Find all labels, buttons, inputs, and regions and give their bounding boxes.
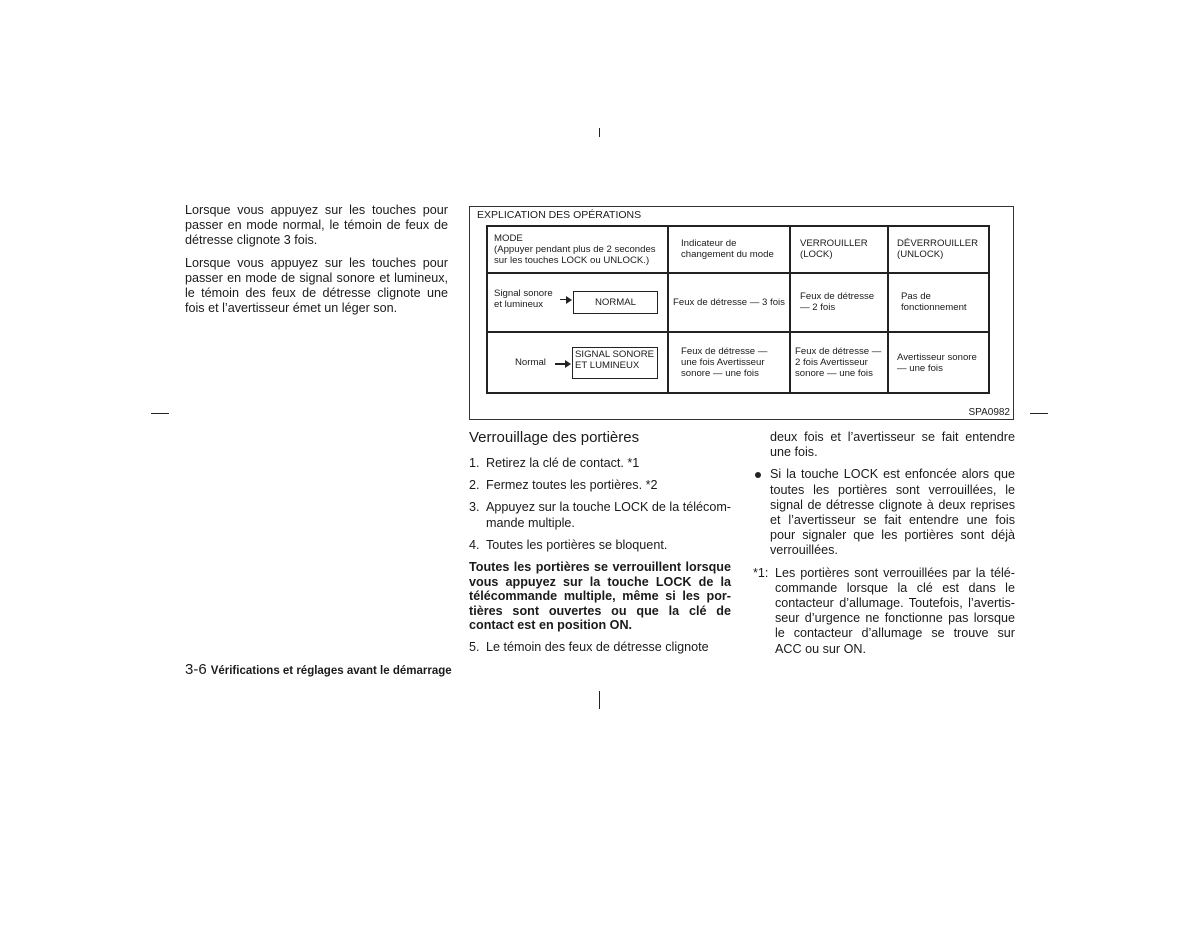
step-text: Appuyez sur la touche LOCK de la télécom-mande multiple.	[486, 500, 732, 530]
row2-from-label: Normal	[515, 357, 546, 369]
page-number: 3-6	[185, 661, 207, 678]
header-mode-cell	[487, 226, 668, 273]
continuation-text: deux fois et l’avertisseur se fait entendre une fois.	[770, 430, 1015, 460]
left-column	[185, 203, 448, 323]
figure-title: EXPLICATION DES OPÉRATIONS	[477, 209, 642, 221]
row1-lock: Feux de détresse — 2 fois	[790, 273, 888, 333]
header-indicator: Indicateur de changement du mode	[668, 226, 790, 273]
row1-unlock: Pas de fonctionnement	[888, 273, 989, 333]
header-unlock: DÉVERROUILLER (UNLOCK)	[888, 226, 989, 273]
header-lock: VERROUILLER (LOCK)	[790, 226, 888, 273]
step-number: 4.	[469, 537, 480, 552]
list-item	[469, 538, 731, 553]
step-text: Fermez toutes les portières. *2	[486, 478, 658, 493]
binding-mark-bottom	[599, 691, 600, 709]
step-number: 1.	[469, 456, 480, 470]
bold-note: Toutes les portières se verrouillent lorsque vous appuyez sur la touche LOCK de la télécommande multiple, même si les por-tières sont ouvertes ou que la clé de contact est en position ON.	[469, 560, 731, 633]
row1-to-mode: NORMAL	[573, 291, 658, 314]
chapter-title: Vérifications et réglages avant le démarrage	[210, 665, 452, 677]
list-item	[469, 640, 731, 655]
row2-lock: Feux de détresse — 2 fois Avertisseur sonore — une fois	[790, 332, 888, 393]
row2-arrow-icon	[555, 363, 569, 365]
section-title: Verrouillage des portières	[469, 429, 640, 446]
table-row	[487, 273, 989, 333]
row1-mode-cell	[487, 273, 668, 333]
row1-arrow-icon	[560, 299, 570, 301]
footnote-number: *1:	[753, 565, 769, 580]
list-item	[469, 456, 731, 471]
row2-mode-cell	[487, 332, 668, 393]
steps-list-continued	[469, 640, 731, 655]
step-text: Le témoin des feux de détresse clignote	[486, 639, 709, 654]
table-header-row	[487, 226, 989, 273]
bullet-item	[753, 467, 1015, 558]
step-number: 3.	[469, 500, 480, 515]
figure-code: SPA0982	[968, 407, 1010, 418]
left-paragraph-1: Lorsque vous appuyez sur les touches pour passer en mode normal, le témoin de feux de détresse clignote 3 fois.	[185, 203, 448, 248]
step-number: 2.	[469, 478, 480, 493]
bullet-icon	[755, 472, 761, 478]
steps-list	[469, 456, 731, 553]
row1-from-label: Signal sonore et lumineux	[494, 287, 553, 310]
row2-unlock: Avertisseur sonore — une fois	[888, 332, 989, 393]
binding-mark-top	[599, 128, 600, 137]
margin-mark-right	[1030, 413, 1048, 414]
table-row	[487, 332, 989, 393]
footnote-item	[753, 566, 1015, 657]
list-item	[469, 500, 731, 530]
step-text: Retirez la clé de contact. *1	[486, 456, 640, 470]
row2-to-mode: SIGNAL SONORE ET LUMINEUX	[572, 347, 658, 379]
page-footer	[185, 661, 452, 679]
middle-column	[469, 429, 731, 662]
right-column	[753, 430, 1015, 657]
step-text: Toutes les portières se bloquent.	[486, 537, 668, 552]
left-paragraph-2: Lorsque vous appuyez sur les touches pour passer en mode de signal sonore et lumineux, le témoin des feux de détresse clignote une fois et l’avertisseur émet un léger son.	[185, 255, 448, 316]
header-mode: MODE	[494, 232, 523, 244]
operations-figure	[469, 206, 1014, 420]
bullet-text: Si la touche LOCK est enfoncée alors que toutes les portières sont verrouillées, le signal de détresse clignote à deux reprises et l’avertisseur se fait entendre une fois pour signaler que les portières sont déjà verrouillées.	[770, 467, 1015, 558]
step-number: 5.	[469, 639, 480, 654]
margin-mark-left	[151, 413, 169, 414]
list-item	[469, 478, 731, 493]
footnote-text: Les portières sont verrouillées par la télé-commande lorsque la clé est dans le contacteur d’allumage. Toutefois, l’avertis-seur d’urgence ne fonctionne pas lorsque le contacteur d’allumage se trouve sur ACC ou sur ON.	[775, 565, 1015, 656]
row1-indicator: Feux de détresse — 3 fois	[668, 273, 790, 333]
header-mode-note: (Appuyer pendant plus de 2 secondes sur les touches LOCK ou UNLOCK.)	[494, 243, 656, 266]
row2-indicator: Feux de détresse — une fois Avertisseur sonore — une fois	[668, 332, 790, 393]
operations-table	[486, 225, 990, 394]
